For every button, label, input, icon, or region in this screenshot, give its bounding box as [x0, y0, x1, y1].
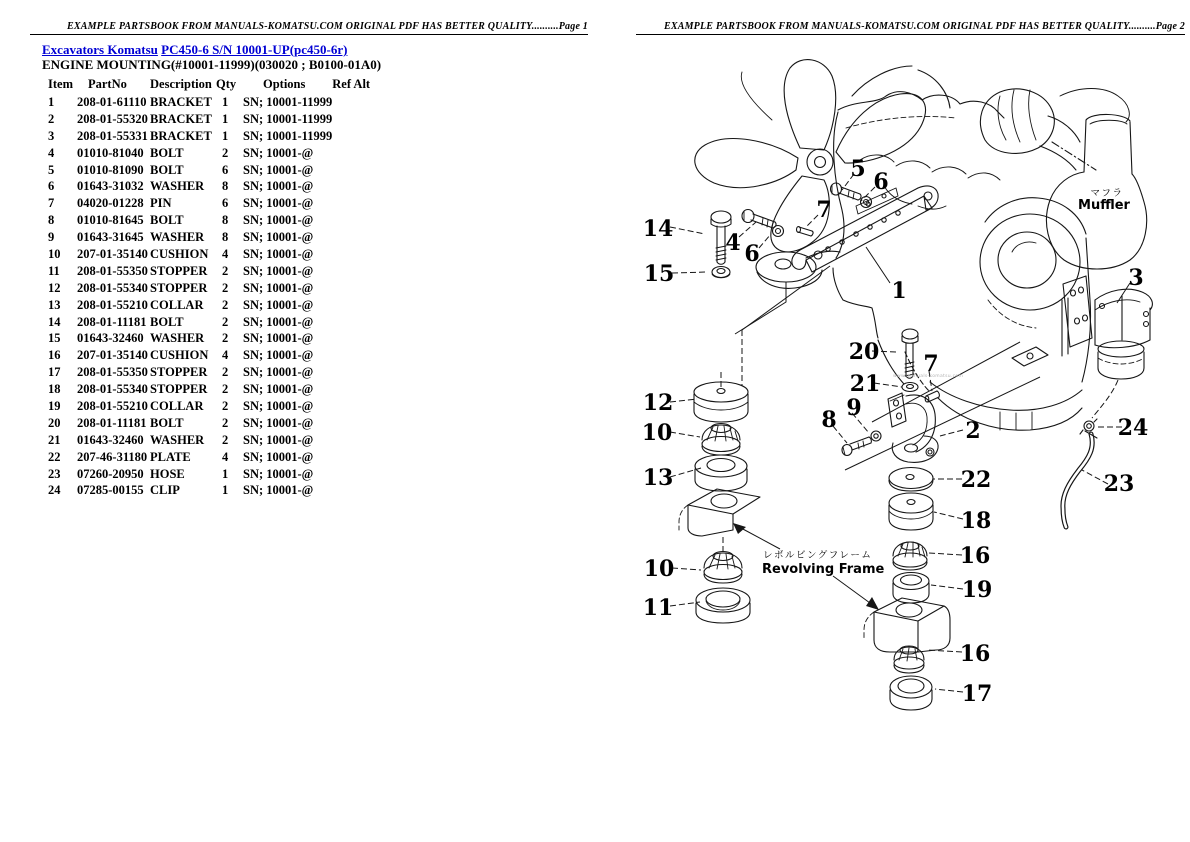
cell-description: WASHER [150, 331, 205, 346]
callout-14: 14 [642, 216, 674, 242]
part-bracket-3 [1063, 276, 1152, 379]
col-header-description: Description [150, 76, 212, 91]
cell-description: PIN [150, 196, 172, 211]
part-stopper-18 [889, 493, 933, 530]
cell-options: SN; 10001-@ [243, 145, 314, 160]
cell-item: 13 [48, 297, 61, 312]
cell-partno: 207-01-35140 [77, 246, 148, 261]
cell-options: SN; 10001-@ [243, 196, 314, 211]
page1-header: EXAMPLE PARTSBOOK FROM MANUALS-KOMATSU.COM ORIGINAL PDF HAS BETTER QUALITY..........Page 1 [30, 21, 588, 35]
callout-21: 21 [849, 371, 881, 397]
cell-item: 8 [48, 213, 55, 228]
callout-8: 8 [821, 407, 837, 433]
part-bolt-20 [902, 329, 918, 378]
col-header-partno: PartNo [88, 76, 127, 91]
muffler-label-en: Muffler [1078, 198, 1130, 213]
revolving-frame-bracket-left [679, 489, 760, 536]
cell-item: 11 [48, 263, 60, 278]
cell-description: STOPPER [150, 280, 208, 295]
bracket3-to-clip-line [1092, 380, 1118, 418]
part-washer-6a [861, 197, 872, 208]
part-collar-19 [893, 573, 929, 604]
cell-partno: 207-46-31180 [77, 449, 148, 464]
part-cushion-16a [893, 542, 927, 570]
cell-item: 17 [48, 365, 61, 380]
link-model[interactable]: PC450-6 S/N 10001-UP(pc450-6r) [161, 42, 348, 57]
cell-item: 7 [48, 196, 55, 211]
engine-fan [695, 60, 950, 252]
cell-qty: 1 [222, 466, 229, 481]
cell-partno: 01643-32460 [77, 432, 144, 447]
callout-2: 2 [965, 418, 981, 444]
part-collar-13 [695, 455, 747, 491]
cell-qty: 1 [222, 128, 229, 143]
cell-options: SN; 10001-@ [243, 230, 314, 245]
cell-item: 19 [48, 398, 61, 413]
part-bolt-8 [842, 437, 871, 456]
cell-options: SN; 10001-@ [243, 314, 314, 329]
callouts [642, 156, 1149, 707]
cell-item: 16 [48, 348, 61, 363]
callout-20: 20 [848, 339, 880, 365]
cell-options: SN; 10001-@ [243, 382, 314, 397]
cell-options: SN; 10001-11999 [243, 111, 333, 126]
cell-description: PLATE [150, 449, 191, 464]
cell-options: SN; 10001-@ [243, 246, 314, 261]
cell-qty: 2 [222, 432, 229, 447]
cell-qty: 1 [222, 111, 229, 126]
revolving-frame-bracket-right [864, 598, 950, 652]
cell-partno: 07260-20950 [77, 466, 144, 481]
cell-options: SN; 10001-@ [243, 179, 314, 194]
callout-10b: 10 [643, 556, 675, 582]
callout-11: 11 [642, 595, 674, 621]
muffler-label-jp: マフラ [1090, 188, 1124, 199]
muffler [1046, 89, 1146, 270]
cell-description: HOSE [150, 466, 185, 481]
part-washer-6b [773, 226, 784, 237]
cell-partno: 208-01-55350 [77, 263, 148, 278]
cell-item: 5 [48, 162, 55, 177]
cell-qty: 1 [222, 483, 229, 498]
callout-10a: 10 [641, 420, 673, 446]
cell-item: 12 [48, 280, 61, 295]
callout-16a: 16 [959, 543, 991, 569]
cell-partno: 01010-81090 [77, 162, 144, 177]
cell-partno: 208-01-55210 [77, 297, 148, 312]
cell-qty: 6 [222, 162, 229, 177]
cell-qty: 2 [222, 145, 229, 160]
part-stopper-11 [696, 588, 750, 623]
cell-item: 23 [48, 466, 61, 481]
cell-partno: 07285-00155 [77, 483, 144, 498]
cell-qty: 1 [222, 94, 229, 109]
cell-options: SN; 10001-@ [243, 432, 314, 447]
callout-15: 15 [643, 261, 675, 287]
part-clip-24 [1080, 419, 1097, 434]
revolving-frame-label-en: Revolving Frame [762, 562, 885, 577]
cell-partno: 208-01-11181 [77, 415, 147, 430]
cell-description: BOLT [150, 314, 184, 329]
cell-partno: 01010-81040 [77, 145, 144, 160]
cell-options: SN; 10001-@ [243, 348, 314, 363]
callout-4: 4 [725, 230, 741, 256]
part-bracket-1 [792, 186, 938, 272]
cell-description: CUSHION [150, 246, 209, 261]
cell-item: 4 [48, 145, 55, 160]
page2-header: EXAMPLE PARTSBOOK FROM MANUALS-KOMATSU.COM ORIGINAL PDF HAS BETTER QUALITY..........Page 2 [636, 21, 1185, 35]
cell-item: 14 [48, 314, 61, 329]
cell-item: 21 [48, 432, 61, 447]
cell-partno: 208-01-55331 [77, 128, 148, 143]
cell-description: BRACKET [150, 128, 212, 143]
col-header-qty: Qty [216, 76, 237, 91]
cell-qty: 2 [222, 280, 229, 295]
cell-item: 2 [48, 111, 55, 126]
cell-item: 20 [48, 415, 61, 430]
cell-qty: 4 [222, 449, 229, 464]
col-header-options: Options [263, 76, 306, 91]
cell-description: COLLAR [150, 398, 204, 413]
callout-6b: 6 [744, 241, 760, 267]
cell-qty: 2 [222, 382, 229, 397]
part-hose-23 [1063, 431, 1097, 527]
cell-partno: 01010-81645 [77, 213, 144, 228]
part-cushion-10b [704, 552, 742, 584]
callout-1: 1 [891, 278, 907, 304]
callout-16b: 16 [959, 641, 991, 667]
callout-6a: 6 [873, 169, 889, 195]
cell-qty: 2 [222, 415, 229, 430]
cell-item: 3 [48, 128, 55, 143]
cell-qty: 4 [222, 246, 229, 261]
part-washer-15 [712, 267, 730, 278]
callout-17: 17 [961, 681, 993, 707]
cell-item: 6 [48, 179, 55, 194]
cell-options: SN; 10001-@ [243, 213, 314, 228]
cell-qty: 8 [222, 230, 229, 245]
cell-options: SN; 10001-@ [243, 331, 314, 346]
cell-options: SN; 10001-@ [243, 365, 314, 380]
cell-options: SN; 10001-@ [243, 280, 314, 295]
callout-7b: 7 [923, 351, 939, 377]
callout-23: 23 [1103, 471, 1135, 497]
cell-partno: 208-01-55320 [77, 111, 148, 126]
cell-options: SN; 10001-@ [243, 449, 314, 464]
cell-description: STOPPER [150, 382, 208, 397]
part-cushion-16b [894, 646, 924, 673]
cell-partno: 208-01-55340 [77, 280, 148, 295]
cell-partno: 01643-31032 [77, 179, 144, 194]
cell-options: SN; 10001-11999 [243, 128, 333, 143]
revolving-frame-label-jp: レボルビングフレーム [763, 550, 873, 561]
cell-item: 10 [48, 246, 61, 261]
cell-item: 1 [48, 94, 55, 109]
part-plate-22 [889, 468, 933, 492]
cell-item: 18 [48, 382, 61, 397]
cell-description: BRACKET [150, 94, 212, 109]
callout-5: 5 [850, 156, 866, 182]
cell-description: BOLT [150, 415, 184, 430]
cell-partno: 208-01-55340 [77, 382, 148, 397]
cell-description: STOPPER [150, 365, 208, 380]
callout-9: 9 [846, 395, 862, 421]
cell-options: SN; 10001-@ [243, 466, 314, 481]
cell-qty: 2 [222, 314, 229, 329]
callout-22: 22 [960, 467, 992, 493]
cell-description: CLIP [150, 483, 180, 498]
cell-options: SN; 10001-@ [243, 398, 314, 413]
cell-qty: 6 [222, 196, 229, 211]
cell-qty: 2 [222, 297, 229, 312]
cell-options: SN; 10001-@ [243, 415, 314, 430]
cell-partno: 01643-31645 [77, 230, 144, 245]
part-bracket-2 [888, 393, 938, 462]
cell-qty: 8 [222, 179, 229, 194]
callout-13: 13 [642, 465, 674, 491]
cell-qty: 2 [222, 263, 229, 278]
cell-description: BRACKET [150, 111, 212, 126]
part-washer-9 [871, 431, 881, 441]
cell-description: BOLT [150, 162, 184, 177]
cell-partno: 01643-32460 [77, 331, 144, 346]
cell-options: SN; 10001-@ [243, 297, 314, 312]
cell-partno: 207-01-35140 [77, 348, 148, 363]
part-stopper-12 [694, 382, 748, 422]
cell-description: BOLT [150, 213, 184, 228]
col-header-item: Item [48, 76, 73, 91]
cell-options: SN; 10001-@ [243, 162, 314, 177]
callout-3: 3 [1128, 265, 1144, 291]
cell-options: SN; 10001-@ [243, 483, 314, 498]
cell-description: WASHER [150, 432, 205, 447]
cell-options: SN; 10001-11999 [243, 94, 333, 109]
cell-item: 9 [48, 230, 55, 245]
part-pin-7a [797, 227, 814, 237]
callout-19: 19 [961, 577, 993, 603]
cell-item: 24 [48, 483, 61, 498]
callout-18: 18 [960, 508, 992, 534]
cell-qty: 2 [222, 398, 229, 413]
cell-options: SN; 10001-@ [243, 263, 314, 278]
cell-description: BOLT [150, 145, 184, 160]
cell-description: CUSHION [150, 348, 209, 363]
cell-qty: 8 [222, 213, 229, 228]
cell-description: WASHER [150, 230, 205, 245]
callout-24: 24 [1117, 415, 1149, 441]
cell-partno: 208-01-55210 [77, 398, 148, 413]
cell-item: 22 [48, 449, 61, 464]
projection-lines [721, 266, 1040, 551]
cell-partno: 04020-01228 [77, 196, 144, 211]
cell-description: STOPPER [150, 263, 208, 278]
cell-partno: 208-01-55350 [77, 365, 148, 380]
cell-description: WASHER [150, 179, 205, 194]
part-stopper-17 [890, 676, 932, 710]
part-cushion-10a [702, 424, 740, 456]
watermark: www.manuals-komatsu.com [893, 374, 964, 379]
col-header-ref-alt: Ref Alt [332, 76, 371, 91]
link-excavators-komatsu[interactable]: Excavators Komatsu [42, 42, 158, 57]
cell-item: 15 [48, 331, 61, 346]
cell-partno: 208-01-61110 [77, 94, 147, 109]
cell-description: COLLAR [150, 297, 204, 312]
cell-qty: 4 [222, 348, 229, 363]
cell-partno: 208-01-11181 [77, 314, 147, 329]
part-bolt-4 [742, 210, 776, 229]
callout-7a: 7 [816, 197, 832, 223]
section-title: ENGINE MOUNTING(#10001-11999)(030020 ; B0100-01A0) [42, 57, 382, 72]
cell-qty: 2 [222, 331, 229, 346]
part-washer-21 [902, 383, 918, 392]
callout-12: 12 [642, 390, 674, 416]
cell-qty: 2 [222, 365, 229, 380]
